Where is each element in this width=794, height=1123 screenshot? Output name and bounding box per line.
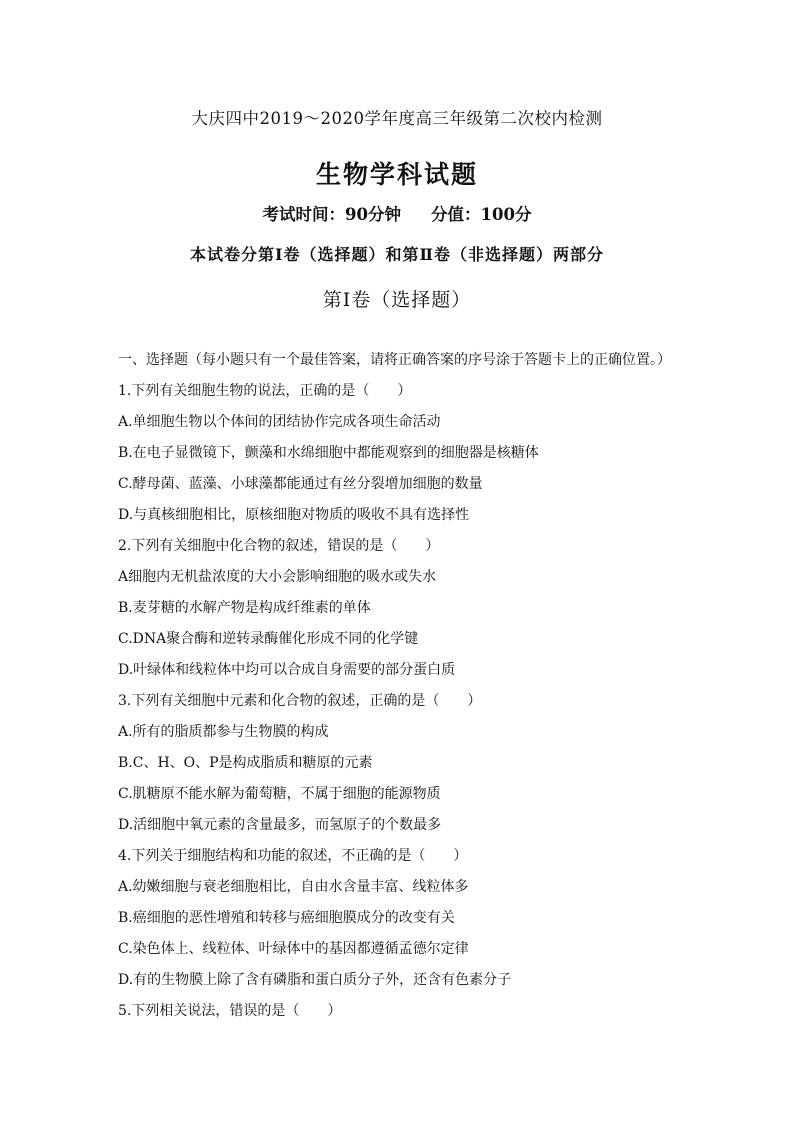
question-option: C.酵母菌、蓝藻、小球藻都能通过有丝分裂增加细胞的数量 (118, 476, 483, 492)
section-title: 第Ⅰ卷（选择题） (322, 289, 472, 311)
question-option: D.与真核细胞相比，原核细胞对物质的吸收不具有选择性 (118, 507, 470, 523)
question-option: C.肌糖原不能水解为葡萄糖，不属于细胞的能源物质 (118, 786, 441, 802)
question-option: D.活细胞中氧元素的含量最多，而氢原子的个数最多 (118, 817, 442, 833)
question-option: B.在电子显微镜下，颤藻和水绵细胞中都能观察到的细胞器是核糖体 (118, 445, 539, 461)
question-stem: 2.下列有关细胞中化合物的叙述，错误的是（ ） (118, 538, 440, 554)
question-stem: 3.下列有关细胞中元素和化合物的叙述，正确的是（ ） (118, 693, 482, 709)
section-instruction: 一、选择题（每小题只有一个最佳答案，请将正确答案的序号涂于答题卡上的正确位置。） (118, 352, 671, 368)
question-option: A.所有的脂质都参与生物膜的构成 (118, 724, 329, 740)
question-option: D.叶绿体和线粒体中均可以合成自身需要的部分蛋白质 (118, 662, 456, 678)
question-option: D.有的生物膜上除了含有磷脂和蛋白质分子外，还含有色素分子 (118, 972, 512, 988)
question-option: B.癌细胞的恶性增殖和转移与癌细胞膜成分的改变有关 (118, 910, 455, 926)
question-option: C.染色体上、线粒体、叶绿体中的基因都遵循孟德尔定律 (118, 941, 469, 957)
question-list (118, 350, 678, 1032)
question-option: B.麦芽糖的水解产物是构成纤维素的单体 (118, 600, 371, 616)
question-option: B.C、H、O、P是构成脂质和糖原的元素 (118, 755, 373, 771)
question-stem: 4.下列关于细胞结构和功能的叙述，不正确的是（ ） (118, 848, 468, 864)
structure-note: 本试卷分第Ⅰ卷（选择题）和第Ⅱ卷（非选择题）两部分 (190, 245, 604, 264)
exam-score: 分值：100分 (431, 205, 532, 224)
question-option: A细胞内无机盐浓度的大小会影响细胞的吸水或失水 (118, 569, 437, 585)
school-title: 大庆四中2019～2020学年度高三年级第二次校内检测 (191, 109, 603, 128)
question-stem: 5.下列相关说法，错误的是（ ） (118, 1003, 342, 1019)
question-option: A.幼嫩细胞与衰老细胞相比，自由水含量丰富、线粒体多 (118, 879, 469, 895)
subject-title: 生物学科试题 (315, 160, 478, 189)
question-option: A.单细胞生物以个体间的团结协作完成各项生命活动 (118, 414, 441, 430)
exam-info (0, 201, 794, 225)
question-stem: 1.下列有关细胞生物的说法，正确的是（ ） (118, 383, 412, 399)
exam-time: 考试时间：90分钟 (262, 205, 401, 224)
question-option: C.DNA聚合酶和逆转录酶催化形成不同的化学键 (118, 631, 419, 647)
